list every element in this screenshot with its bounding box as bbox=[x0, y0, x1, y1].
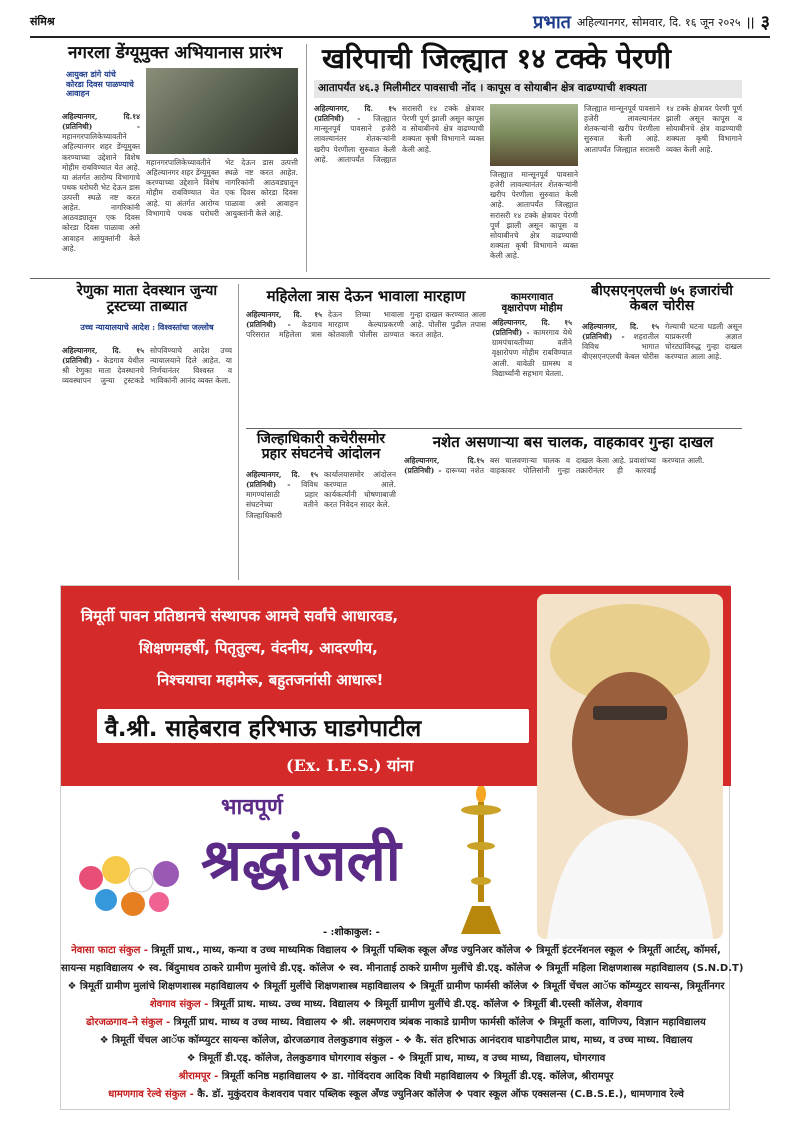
dengue-headline: नगरला डेंग्यूमुक्त अभियानास प्रारंभ bbox=[68, 43, 283, 63]
harassment-headline: महिलेला त्रास देऊन भावाला मारहाण bbox=[266, 287, 466, 305]
collector-body: अहिल्यानगर, दि. १५ (प्रतिनिधी) - विविध मागण्यांसाठी प्रहार संघटनेच्या वतीने जिल्हाधिकारी कार्यालयासमोर आंदोलन करण्यात आले. कार्यकर्त्यांनी घोषणाबाजी करत निवेदन सादर केले. bbox=[246, 470, 396, 520]
sowing-subhead: आतापर्यंत ४६.३ मिलीमीटर पावसाची नोंद । कापूस व सोयाबीन क्षेत्र वाढण्याची शक्यता bbox=[314, 80, 742, 98]
dengue-photo bbox=[146, 68, 298, 154]
dengue-body: अहिल्यानगर, दि.१४ (प्रतिनिधी) - महानगरपालिकेच्यावतीने अहिल्यानगर शहर डेंग्यूमुक्त करण्याच्या उद्देशाने विशेष मोहीम राबविण्यात येत आहे. या अंतर्गत आरोग्य विभागाचे पथक घरोघरी भेट देऊन डास उत्पत्ती स्थळे नष्ट करत आहेत. नागरिकांनी आठवड्यातून एक दिवस कोरडा दिवस पाळावा असे आवाहन आयुक्तांनी केले आहे. bbox=[62, 112, 140, 253]
sowing-body-cont-2: जिल्ह्यात मान्सूनपूर्व पावसाने हजेरी लावल्यानंतर शेतकऱ्यांनी खरीप पेरणीला सुरुवात केली आहे. आतापर्यंत जिल्ह्यात सरासरी १४ टक्के क्षेत्रावर पेरणी पूर्ण झाली असून कापूस व सोयाबीनचे क्षेत्र वाढण्याची शक्यता कृषी विभागाने व्यक्त केली आहे. bbox=[584, 104, 742, 154]
ad-line-1: त्रिमूर्ती पावन प्रतिष्ठानचे संस्थापक आमचे सर्वांचे आधारवड, bbox=[81, 607, 399, 625]
renuka-headline: रेणुका माता देवस्थान जुन्या ट्रस्टच्या ताब्यात bbox=[76, 283, 218, 315]
field-photo bbox=[490, 104, 578, 166]
tribute-prefix: भावपूर्ण bbox=[221, 795, 283, 820]
bus-body: अहिल्यानगर, दि.१५ (प्रतिनिधी) - दारूच्या नशेत बस चालवणाऱ्या चालक व वाहकावर पोलिसांनी गुन्हा दाखल केला आहे. प्रवाशांच्या तक्रारीनंतर ही कारवाई करण्यात आली. bbox=[404, 456, 705, 476]
section-label: संमिश्र bbox=[30, 15, 55, 28]
institution-line: ❖ त्रिमूर्ती डी.एड्. कॉलेज, तेलकुडगाव घोगरगाव संकुल - ❖ त्रिमूर्ती प्राथ, माध्य, व उच्च माध्य, विद्यालय, घोगरगाव bbox=[186, 1053, 606, 1064]
renuka-kicker: उच्च न्यायालयाचे आदेश : विश्वस्तांचा जल्लोष bbox=[80, 322, 214, 332]
ad-honoree-title: (Ex. I.E.S.) यांना bbox=[286, 756, 414, 775]
sowing-body-cont: जिल्ह्यात मान्सूनपूर्व पावसाने हजेरी लावल्यानंतर शेतकऱ्यांनी खरीप पेरणीला सुरुवात केली आहे. आतापर्यंत जिल्ह्यात सरासरी १४ टक्के क्षेत्रावर पेरणी पूर्ण झाली असून कापूस व सोयाबीनचे क्षेत्र वाढण्याची शक्यता कृषी विभागाने व्यक्त केली आहे. bbox=[490, 170, 578, 260]
institution-line: ❖ त्रिमूर्ती चेंचल आॅफ कॉम्प्युटर सायन्स कॉलेज, ढोरजळगाव तेलकुडगाव संकुल - ❖ कै. संत हरिभाऊ आनंदराव घाडगेपाटील प्राथ, माध्य, व उच्च माध्य. विद्यालय bbox=[99, 1035, 693, 1046]
institution-line: ढोरजळगाव–ने संकुल - त्रिमूर्ती प्राथ. माध्य व उच्च माध्य. विद्यालय ❖ श्री. लक्ष्मणराव त्र्यंबक नाकाडे ग्रामीण फार्मसी कॉलेज ❖ त्रिमूर्ती कला, वाणिज्य, विज्ञान महाविद्यालय bbox=[86, 1017, 706, 1028]
dateline: अहिल्यानगर, सोमवार, दि. १६ जून २०२५ bbox=[576, 15, 741, 29]
oil-lamp-icon bbox=[446, 786, 516, 936]
institution-line: सायन्स महाविद्यालय ❖ स्व. बिंदुमाधव ठाकरे ग्रामीण मुलांचे डी.एड्. कॉलेज ❖ स्व. मीनाताई ठाकरे ग्रामीण मुलींचे डी.एड्. कॉलेज ❖ त्रिमूर्ती महिला शिक्षणशास्त्र महाविद्यालय (S.N.D.T) bbox=[61, 963, 744, 974]
tribute-title: श्रद्धांजली bbox=[201, 826, 401, 894]
sowing-headline: खरिपाची जिल्ह्यात १४ टक्के पेरणी bbox=[322, 42, 671, 75]
column-divider bbox=[238, 284, 239, 580]
brand-logo: प्रभात bbox=[533, 12, 571, 33]
tree-kicker: कामरगावात वृक्षारोपण मोहीम bbox=[501, 292, 563, 314]
institution-line: ❖ त्रिमूर्ती ग्रामीण मुलांचे शिक्षणशास्त्र महाविद्यालय ❖ त्रिमूर्ती मुलींचे शिक्षणशास्त्र महाविद्यालय ❖ त्रिमूर्ती ग्रामीण फार्मसी कॉलेज ❖ त्रिमूर्ती चेंचल आॅफ कॉम्प्युटर सायन्स, त्रिमूर्तीनगर bbox=[67, 981, 725, 992]
section-rule bbox=[246, 428, 742, 429]
institution-line: धामणगाव रेल्वे संकुल - कै. डॉ. मुकुंदराव केशवराव पवार पब्लिक स्कूल अँण्ड ज्युनिअर कॉलेज ❖ पवार स्कूल ऑफ एक्सलन्स (C.B.S.E.), धामणगाव रेल्वे bbox=[108, 1089, 684, 1100]
ad-honoree-name: वै.श्री. साहेबराव हरिभाऊ घाडगेपाटील bbox=[105, 716, 422, 742]
masthead: प्रभात अहिल्यानगर, सोमवार, दि. १६ जून २०२५ || ३ bbox=[533, 12, 770, 33]
ad-line-2: शिक्षणमहर्षी, पितृतुल्य, वंदनीय, आदरणीय, bbox=[139, 639, 378, 657]
bus-headline: नशेत असणाऱ्या बस चालक, वाहकावर गुन्हा दाखल bbox=[432, 433, 714, 451]
column-divider bbox=[306, 44, 307, 272]
ad-line-3: निश्चयाचा महामेरू, बहुतजनांसी आधारू! bbox=[157, 671, 384, 689]
dengue-kicker: आयुक्त डांगे यांचे कोरडा दिवस पाळण्याचे आवाहन bbox=[62, 68, 140, 108]
mourners-label: - :शोकाकुल: - bbox=[323, 927, 380, 938]
bsnl-headline: बीएसएनएलची ७५ हजारांची केबल चोरीस bbox=[591, 283, 733, 315]
renuka-body: अहिल्यानगर, दि. १५ (प्रतिनिधी) - केडगाव येथील श्री रेणुका माता देवस्थानचे व्यवस्थापन जुन्या ट्रस्टकडे सोपविण्याचे आदेश उच्च न्यायालयाने दिले आहेत. या निर्णयानंतर विश्वस्त व भाविकांनी आनंद व्यक्त केला. bbox=[62, 346, 232, 386]
harassment-body: अहिल्यानगर, दि. १५ (प्रतिनिधी) - केडगाव परिसरात महिलेला त्रास देऊन तिच्या भावाला मारहाण केल्याप्रकरणी कोतवाली पोलीस ठाण्यात गुन्हा दाखल करण्यात आला आहे. पोलीस पुढील तपास करत आहेत. bbox=[246, 310, 486, 340]
collector-headline: जिल्हाधिकारी कचेरीसमोर प्रहार संघटनेचे आंदोलन bbox=[256, 431, 386, 463]
honoree-portrait bbox=[537, 594, 723, 939]
page-number: ३ bbox=[760, 12, 770, 33]
institution-line: शेवगाव संकुल - त्रिमूर्ती प्राथ. माध्य. उच्च माध्य. विद्यालय ❖ त्रिमूर्ती ग्रामीण मुलींचे डी.एड्. कॉलेज ❖ त्रिमूर्ती बी.एस्सी कॉलेज, शेवगाव bbox=[149, 999, 643, 1010]
tree-body: अहिल्यानगर, दि. १५ (प्रतिनिधी) - कामरगाव येथे ग्रामपंचायतीच्या वतीने वृक्षारोपण मोहीम राबविण्यात आली. यावेळी ग्रामस्थ व विद्यार्थ्यांनी सहभाग घेतला. bbox=[492, 318, 572, 378]
top-rule bbox=[30, 36, 770, 38]
institution-line: श्रीरामपूर - त्रिमूर्ती कनिष्ठ महाविद्यालय ❖ डा. गोविंदराव आदिक विधी महाविद्यालय ❖ त्रिमूर्ती डी.एड्. कॉलेज, श्रीरामपूर bbox=[178, 1071, 614, 1082]
bsnl-body: अहिल्यानगर, दि. १५ (प्रतिनिधी) - शहरातील विविध भागात बीएसएनएलची केबल चोरीस गेल्याची घटना घडली असून याप्रकरणी अज्ञात चोरट्यांविरुद्ध गुन्हा दाखल करण्यात आला आहे. bbox=[582, 322, 742, 362]
flowers-icon bbox=[71, 848, 191, 928]
tribute-advertisement bbox=[60, 585, 744, 1110]
sowing-body: अहिल्यानगर, दि. १५ (प्रतिनिधी) - जिल्ह्यात मान्सूनपूर्व पावसाने हजेरी लावल्यानंतर शेतकऱ्यांनी खरीप पेरणीला सुरुवात केली आहे. आतापर्यंत जिल्ह्यात सरासरी १४ टक्के क्षेत्रावर पेरणी पूर्ण झाली असून कापूस व सोयाबीनचे क्षेत्र वाढण्याची शक्यता कृषी विभागाने व्यक्त केली आहे. bbox=[314, 104, 484, 164]
institution-line: नेवासा फाटा संकुल - त्रिमूर्ती प्राथ., माध्य, कन्या व उच्च माध्यमिक विद्यालय ❖ त्रिमूर्ती पब्लिक स्कूल अँण्ड ज्युनिअर कॉलेज ❖ त्रिमूर्ती इंटरनॅशनल स्कूल ❖ त्रिमूर्ती आर्टस्, कॉमर्स, bbox=[71, 945, 721, 956]
dengue-body-cont: महानगरपालिकेच्यावतीने अहिल्यानगर शहर डेंग्यूमुक्त करण्याच्या उद्देशाने विशेष मोहीम राबविण्यात येत आहे. या अंतर्गत आरोग्य विभागाचे पथक घरोघरी भेट देऊन डास उत्पत्ती स्थळे नष्ट करत आहेत. नागरिकांनी आठवड्यातून एक दिवस कोरडा दिवस पाळावा असे आवाहन आयुक्तांनी केले आहे. bbox=[146, 158, 298, 218]
section-rule bbox=[30, 278, 770, 279]
